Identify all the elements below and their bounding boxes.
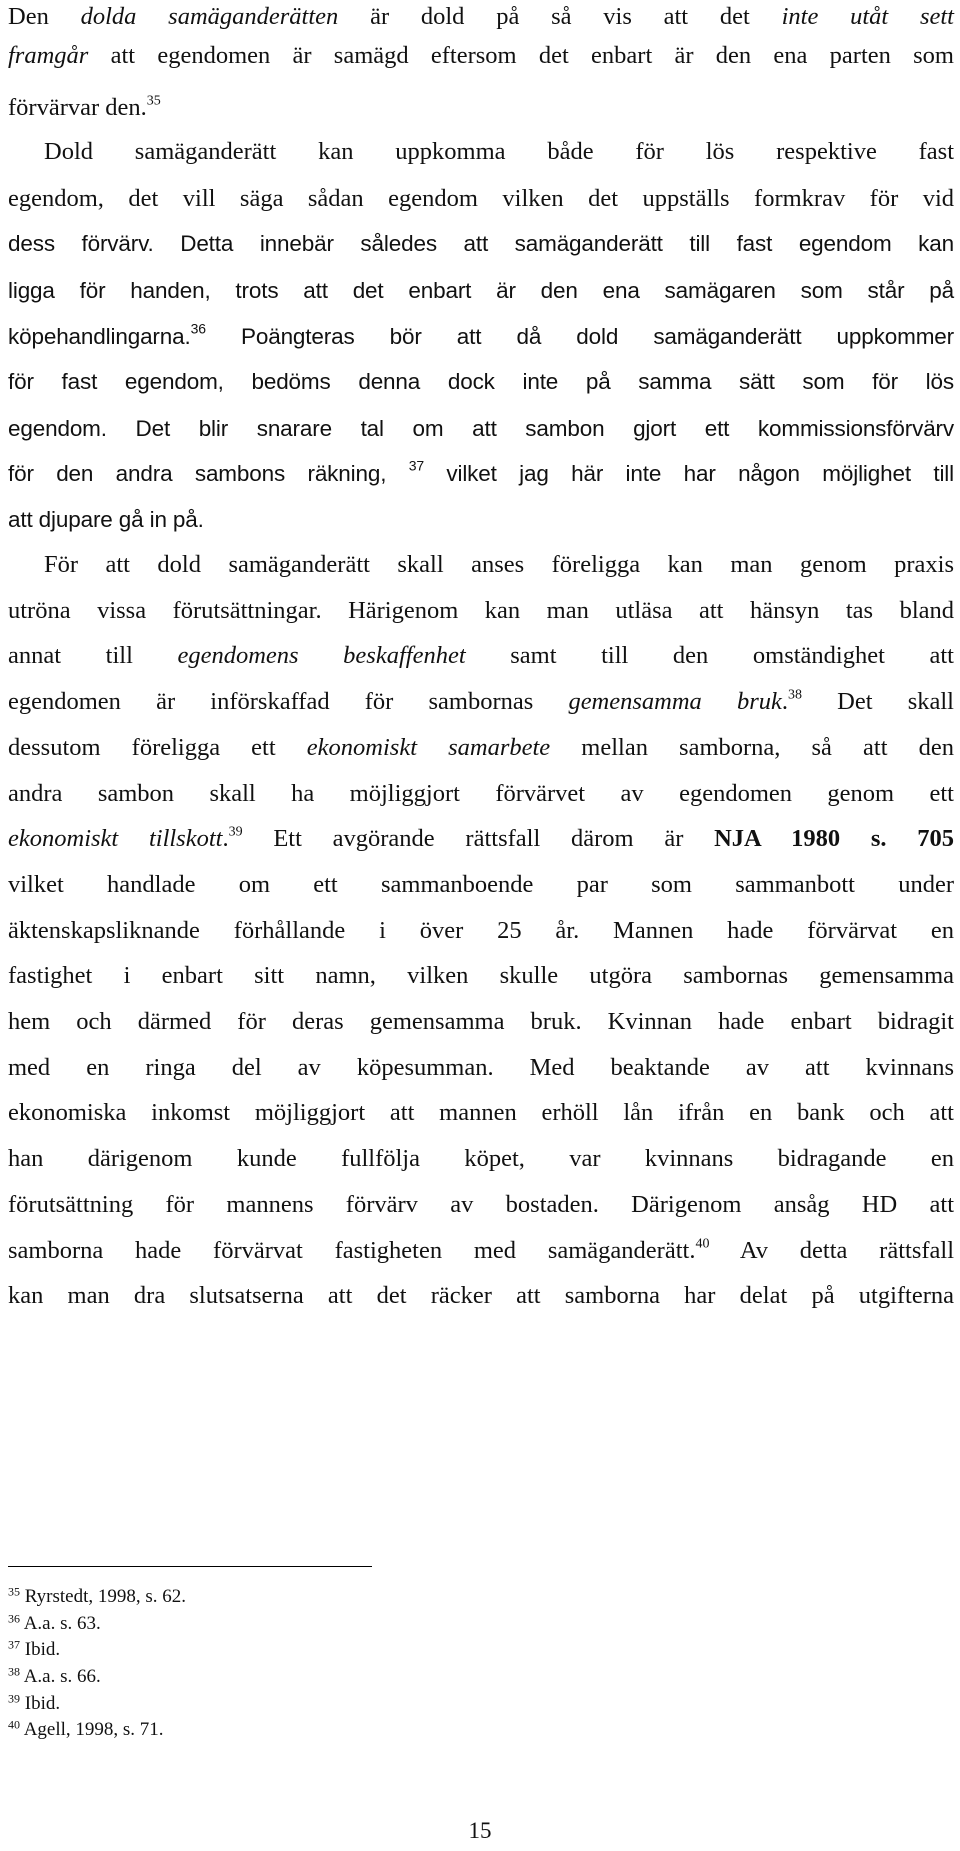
text-line: framgår att egendomen är samägd eftersom det enbart är den ena parten som [8,42,954,69]
paragraph-start: För att dold samäganderätt skall anses föreligga kan man genom praxis [44,551,954,578]
text-line: förvärvar den.$^{35}$ [8,93,161,121]
text-line: samborna hade förvärvat fastigheten med samäganderätt.$^{40}$ Av detta rättsfall [8,1236,954,1264]
footnote: $^{38}$ A.a. s. 66. [8,1664,101,1687]
text-line: köpehandlingarna.$^{36}$ Poängteras bör att då dold samäganderätt uppkommer [8,320,954,349]
text-line: annat till egendomens beskaffenhet samt till den omständighet att [8,642,954,669]
text-line: egendom. Det blir snarare tal om att sambon gjort ett kommissionsförvärv [8,416,954,441]
text-line: utröna vissa förutsättningar. Härigenom kan man utläsa att hänsyn tas bland [8,597,954,624]
footnote-ref: 40 [695,1236,710,1252]
footnote: $^{37}$ Ibid. [8,1637,61,1660]
text-line: ligga för handen, trots att det enbart är den ena samägaren som står på [8,278,954,303]
text-line: hem och därmed för deras gemensamma bruk. Kvinnan hade enbart bidragit [8,1008,954,1035]
text-line: egendom, det vill säga sådan egendom vilken det uppställs formkrav för vid [8,185,954,212]
text-line: egendomen är införskaffad för sambornas gemensamma bruk.$^{38}$ Det skall [8,687,954,715]
text-line: andra sambon skall ha möjliggjort förvärvet av egendomen genom ett [8,780,954,807]
text-line: med en ringa del av köpesumman. Med beaktande av att kvinnans [8,1054,954,1081]
text-line: vilket handlade om ett sammanboende par som sammanbott under [8,871,954,898]
text-line: äktenskapsliknande förhållande i över 25 år. Mannen hade förvärvat en [8,917,954,944]
footnote: $^{39}$ Ibid. [8,1691,61,1714]
text-line: förutsättning för mannens förvärv av bostaden. Därigenom ansåg HD att [8,1191,954,1218]
text-line: ekonomiska inkomst möjliggjort att mannen erhöll lån ifrån en bank och att [8,1099,954,1126]
footnote-ref: 39 [228,824,243,840]
text-line: dess förvärv. Detta innebär således att samäganderätt till fast egendom kan [8,231,954,256]
footnote: $^{40}$ Agell, 1998, s. 71. [8,1717,164,1740]
footnote: $^{36}$ A.a. s. 63. [8,1611,101,1634]
text-line: ekonomiskt tillskott.$^{39}$ Ett avgörande rättsfall därom är NJA 1980 s. 705 [8,824,955,852]
text-line: kan man dra slutsatserna att det räcker att samborna har delat på utgifterna [8,1282,954,1309]
text-line: att djupare gå in på. [8,507,204,532]
footnote-separator [8,1566,372,1567]
footnote-ref: 36 [190,320,206,337]
text-line: dessutom föreligga ett ekonomiskt samarbete mellan samborna, så att den [8,734,954,761]
text-line: för den andra sambons räkning, $^{37}$ vilket jag här inte har någon möjlighet till [8,457,954,486]
page-number: 15 [468,1818,492,1843]
text-line: Den dolda samäganderätten är dold på så vis att det inte utåt sett [8,3,954,30]
footnote-ref: 37 [408,457,424,474]
footnote-ref: 38 [788,687,802,703]
footnote-ref: 35 [146,93,161,109]
case-reference: NJA 1980 s. 705 [714,825,955,852]
text-line: för fast egendom, bedöms denna dock inte på samma sätt som för lös [8,369,954,394]
text-line: han därigenom kunde fullfölja köpet, var kvinnans bidragande en [8,1145,954,1172]
text-line: fastighet i enbart sitt namn, vilken skulle utgöra sambornas gemensamma [8,962,954,989]
footnote: $^{35}$ Ryrstedt, 1998, s. 62. [8,1584,187,1607]
paragraph-start: Dold samäganderätt kan uppkomma både för lös respektive fast [44,138,954,165]
